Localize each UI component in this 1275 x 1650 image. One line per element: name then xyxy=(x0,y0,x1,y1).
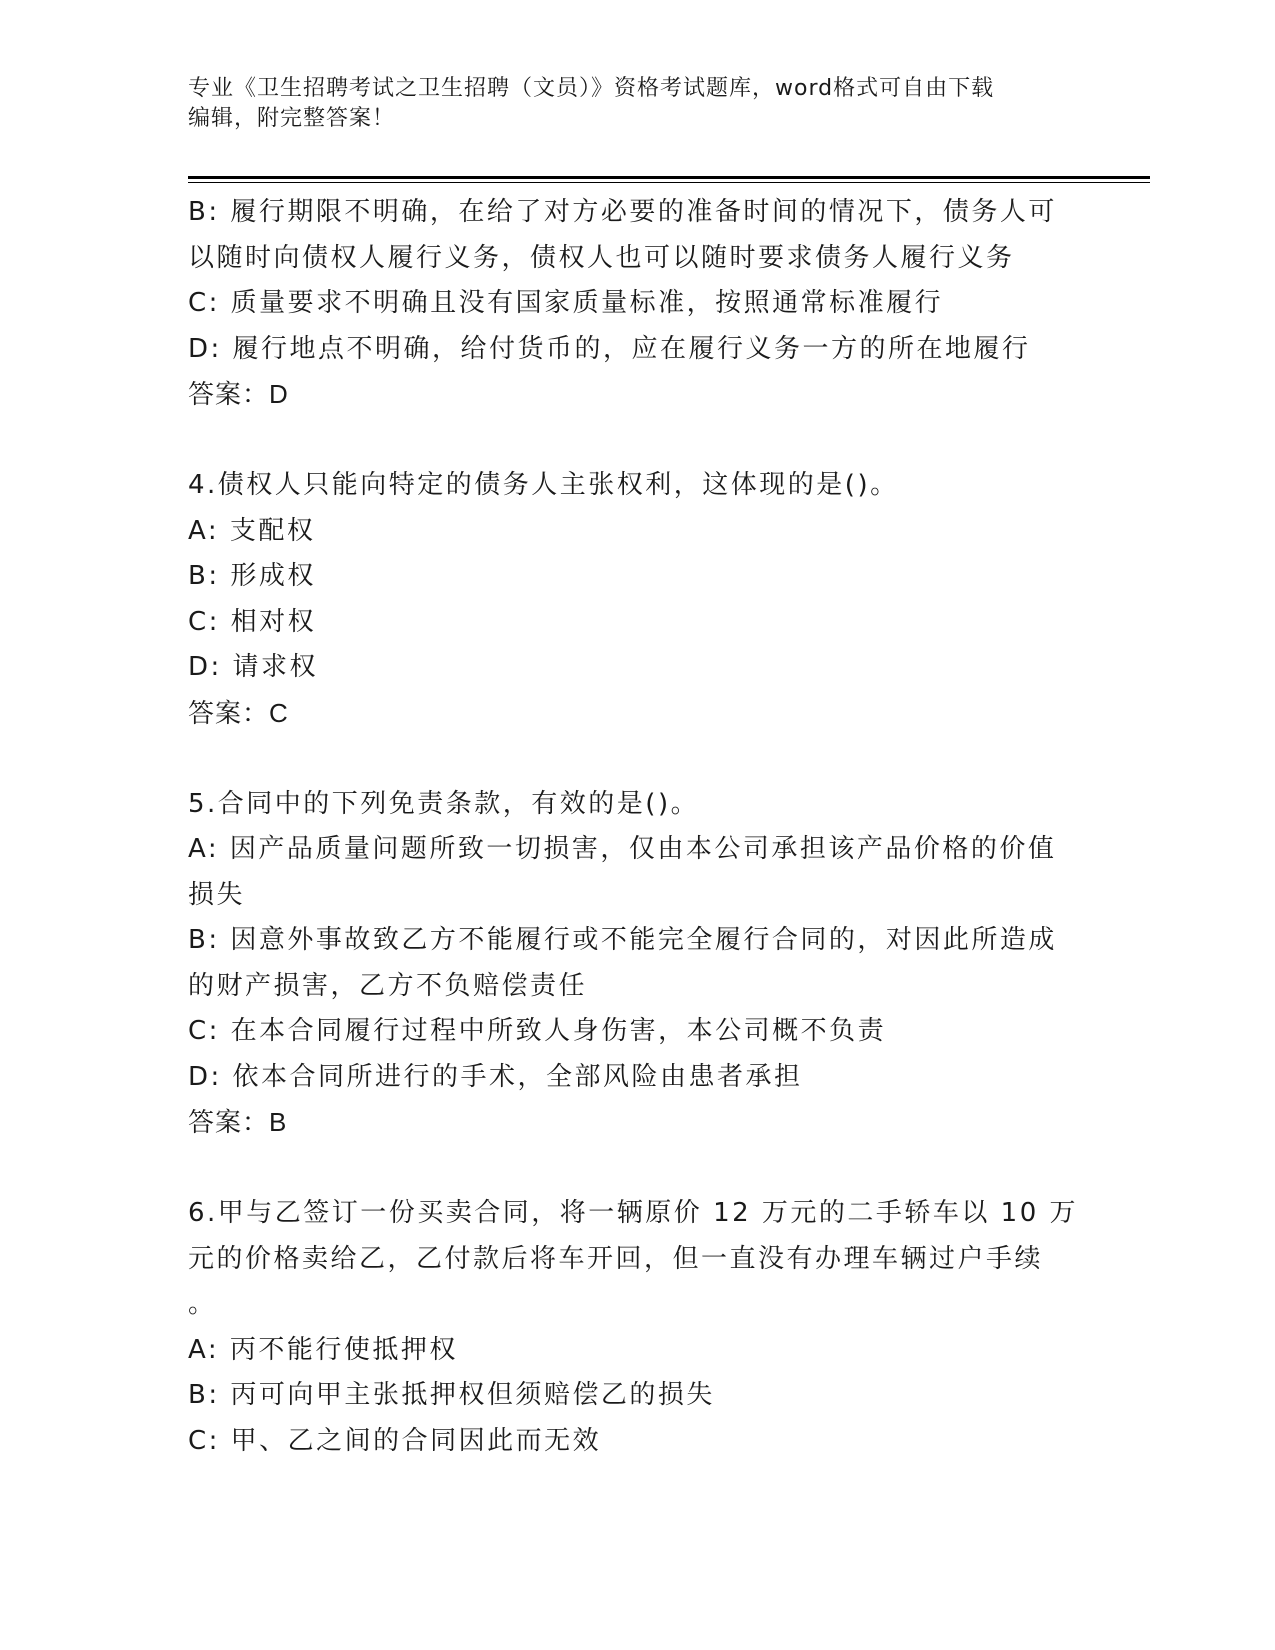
header-line-1: 专业《卫生招聘考试之卫生招聘（文员）》资格考试题库，word格式可自由下载 xyxy=(188,76,995,101)
option-a-line-1: A: 因产品质量问题所致一切损害，仅由本公司承担该产品价格的价值 xyxy=(188,834,1057,864)
option-d: D: 依本合同所进行的手术，全部风险由患者承担 xyxy=(188,1061,803,1092)
answer: 答案：D xyxy=(188,379,289,409)
option-c: C: 甲、乙之间的合同因此而无效 xyxy=(188,1425,602,1456)
question-text-line-2: 元的价格卖给乙，乙付款后将车开回，但一直没有办理车辆过户手续 xyxy=(188,1243,1044,1274)
question-5 xyxy=(188,782,1068,1146)
option-a-line-2: 损失 xyxy=(188,879,246,910)
header-divider-thin xyxy=(188,182,1150,183)
option-b-line-2: 的财产损害，乙方不负赔偿责任 xyxy=(188,970,588,1001)
question-4 xyxy=(188,463,1068,736)
option-c: C: 质量要求不明确且没有国家质量标准，按照通常标准履行 xyxy=(188,288,944,318)
option-c: C: 在本合同履行过程中所致人身伤害，本公司概不负责 xyxy=(188,1016,887,1046)
question-list xyxy=(188,190,1079,1464)
option-b-line-1: B: 履行期限不明确，在给了对方必要的准备时间的情况下，债务人可 xyxy=(188,197,1057,227)
option-b-line-1: B: 因意外事故致乙方不能履行或不能完全履行合同的，对因此所造成 xyxy=(188,925,1057,955)
option-b: B: 形成权 xyxy=(188,561,316,591)
spacer xyxy=(188,736,1068,782)
header-line-2: 编辑，附完整答案！ xyxy=(188,106,396,131)
question-text-line-3: 。 xyxy=(188,1289,217,1319)
option-c: C: 相对权 xyxy=(188,606,317,637)
question-text-line-1: 6.甲与乙签订一份买卖合同，将一辆原价 12 万元的二手轿车以 10 万 xyxy=(188,1198,1079,1228)
header-divider-thick xyxy=(188,176,1150,179)
option-a: A: 支配权 xyxy=(188,515,316,546)
page-header xyxy=(188,74,1088,134)
question-text: 5.合同中的下列免责条款，有效的是()。 xyxy=(188,788,700,819)
spacer xyxy=(188,418,1068,464)
question-text: 4.债权人只能向特定的债务人主张权利，这体现的是()。 xyxy=(188,470,899,500)
question-3 xyxy=(188,190,1068,418)
option-d: D: 履行地点不明确，给付货币的，应在履行义务一方的所在地履行 xyxy=(188,333,1031,364)
option-b: B: 丙可向甲主张抵押权但须赔偿乙的损失 xyxy=(188,1380,715,1410)
answer: 答案：C xyxy=(188,697,289,728)
question-6 xyxy=(188,1191,1079,1464)
option-b-line-2: 以随时向债权人履行义务，债权人也可以随时要求债务人履行义务 xyxy=(188,242,1015,273)
option-a: A: 丙不能行使抵押权 xyxy=(188,1334,458,1365)
option-d: D: 请求权 xyxy=(188,652,319,682)
spacer xyxy=(188,1146,1068,1192)
answer: 答案：B xyxy=(188,1107,288,1137)
